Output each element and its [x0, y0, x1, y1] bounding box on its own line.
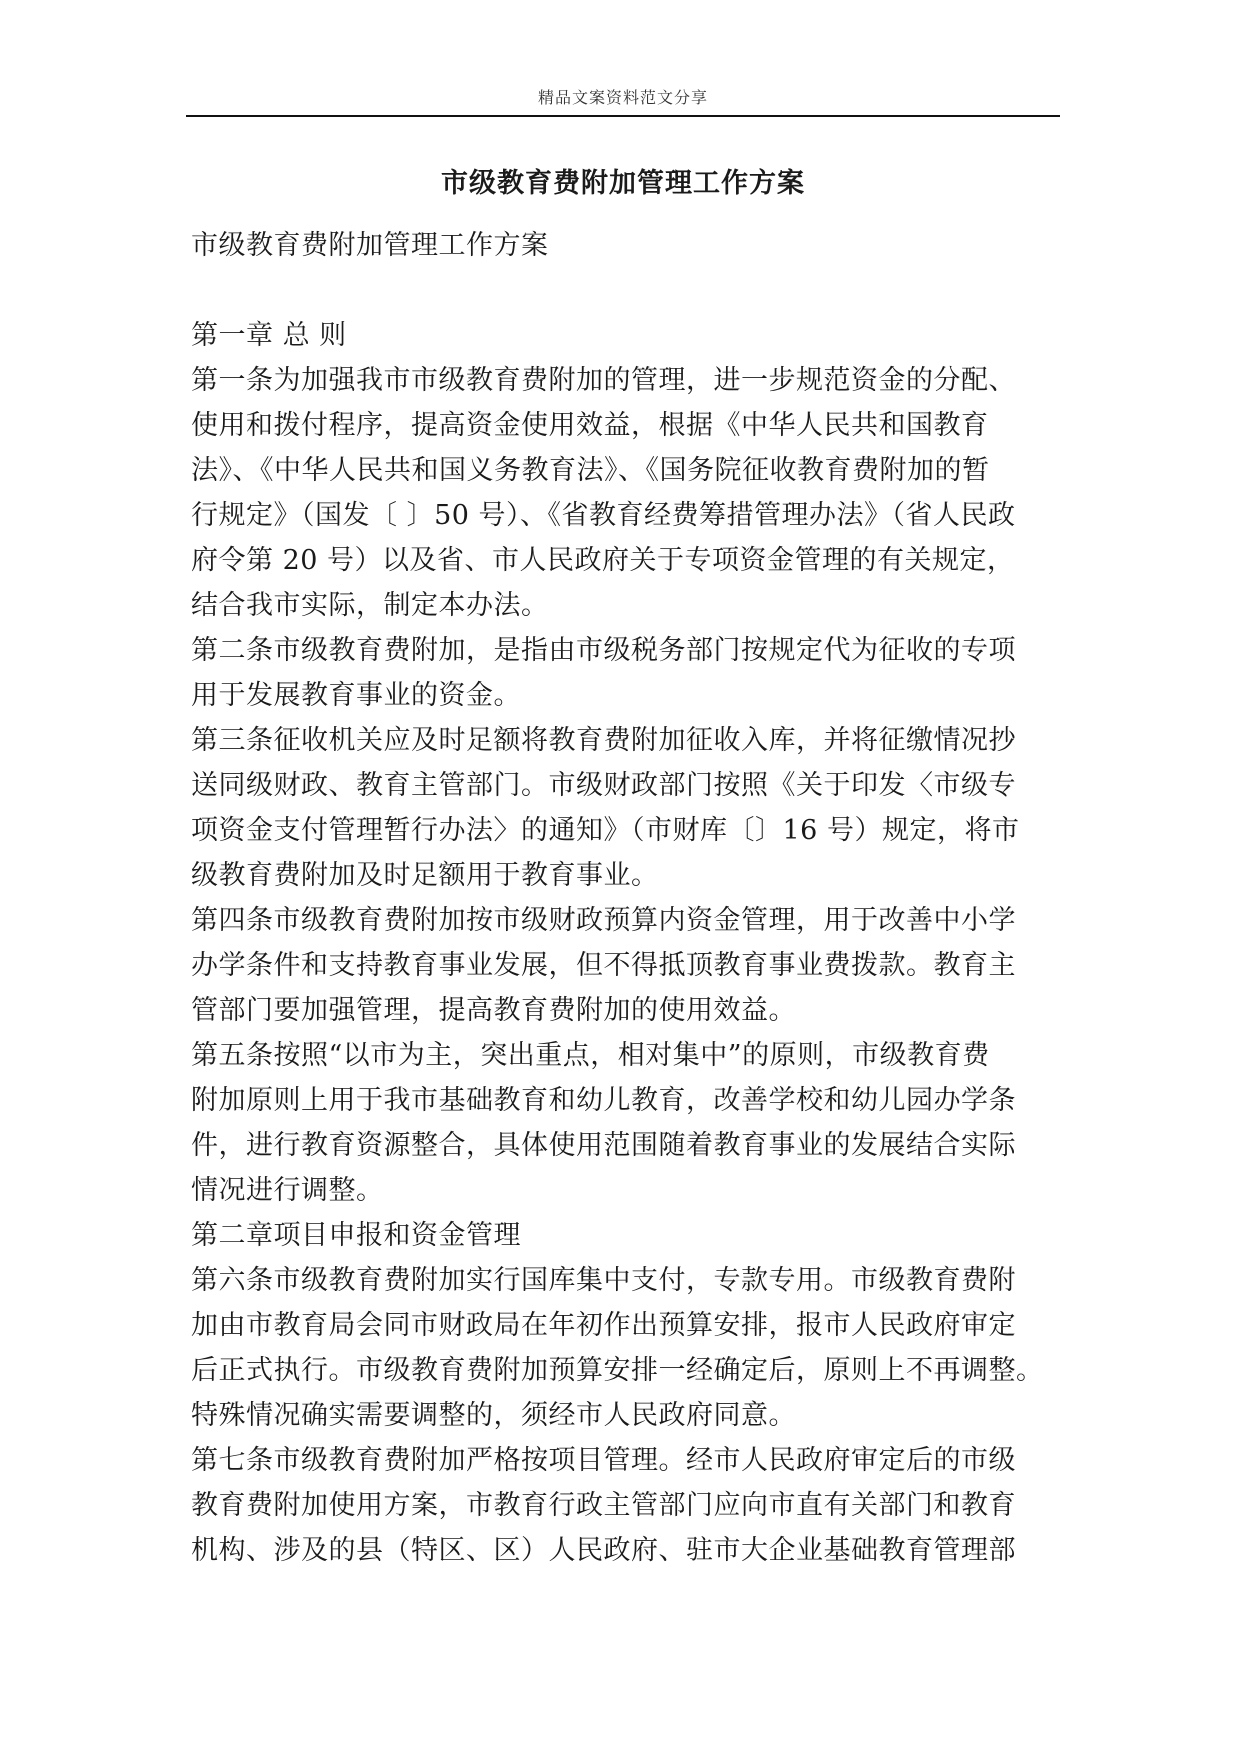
document-body [191, 223, 1061, 1573]
header-divider [186, 115, 1060, 117]
body-line: 第六条市级教育费附加实行国库集中支付，专款专用。市级教育费附 [191, 1265, 1016, 1296]
body-line: 行规定》（国发〔 〕50 号）、《省教育经费筹措管理办法》（省人民政 [191, 500, 1016, 531]
body-line: 机构、涉及的县（特区、区）人民政府、驻市大企业基础教育管理部 [191, 1535, 1016, 1566]
subtitle-line: 市级教育费附加管理工作方案 [191, 230, 549, 261]
body-line: 件，进行教育资源整合，具体使用范围随着教育事业的发展结合实际 [191, 1130, 1016, 1161]
body-line: 办学条件和支持教育事业发展，但不得抵顶教育事业费拨款。教育主 [191, 950, 1016, 981]
body-line: 第一条为加强我市市级教育费附加的管理，进一步规范资金的分配、 [191, 365, 1016, 396]
body-line: 第三条征收机关应及时足额将教育费附加征收入库，并将征缴情况抄 [191, 725, 1016, 756]
page-header [186, 86, 1060, 118]
body-line: 第四条市级教育费附加按市级财政预算内资金管理，用于改善中小学 [191, 905, 1016, 936]
body-line: 法》、《中华人民共和国义务教育法》、《国务院征收教育费附加的暂 [191, 455, 990, 486]
body-line: 结合我市实际，制定本办法。 [191, 590, 549, 621]
body-line: 管部门要加强管理，提高教育费附加的使用效益。 [191, 995, 796, 1026]
document-title: 市级教育费附加管理工作方案 [441, 168, 805, 199]
body-line: 使用和拨付程序，提高资金使用效益，根据《中华人民共和国教育 [191, 410, 989, 441]
body-line: 第七条市级教育费附加严格按项目管理。经市人民政府审定后的市级 [191, 1445, 1016, 1476]
body-line: 用于发展教育事业的资金。 [191, 680, 521, 711]
body-line: 特殊情况确实需要调整的，须经市人民政府同意。 [191, 1400, 796, 1431]
body-line: 第五条按照“以市为主，突出重点，相对集中”的原则，市级教育费 [191, 1040, 990, 1071]
body-line: 第二条市级教育费附加，是指由市级税务部门按规定代为征收的专项 [191, 635, 1016, 666]
body-line: 附加原则上用于我市基础教育和幼儿教育，改善学校和幼儿园办学条 [191, 1085, 1016, 1116]
chapter-heading: 第一章 总 则 [191, 320, 347, 351]
header-text: 精品文案资料范文分享 [537, 88, 708, 107]
body-line: 府令第 20 号）以及省、市人民政府关于专项资金管理的有关规定， [191, 545, 1015, 576]
body-line: 项资金支付管理暂行办法〉的通知》（市财库〔〕16 号）规定，将市 [191, 815, 1020, 846]
blank-line [191, 268, 1061, 313]
body-line: 送同级财政、教育主管部门。市级财政部门按照《关于印发〈市级专 [191, 770, 1016, 801]
body-line: 后正式执行。市级教育费附加预算安排一经确定后，原则上不再调整。 [191, 1355, 1044, 1386]
body-line: 教育费附加使用方案，市教育行政主管部门应向市直有关部门和教育 [191, 1490, 1016, 1521]
chapter-heading: 第二章项目申报和资金管理 [191, 1220, 521, 1251]
body-line: 情况进行调整。 [191, 1175, 384, 1206]
body-line: 加由市教育局会同市财政局在年初作出预算安排，报市人民政府审定 [191, 1310, 1016, 1341]
body-line: 级教育费附加及时足额用于教育事业。 [191, 860, 659, 891]
